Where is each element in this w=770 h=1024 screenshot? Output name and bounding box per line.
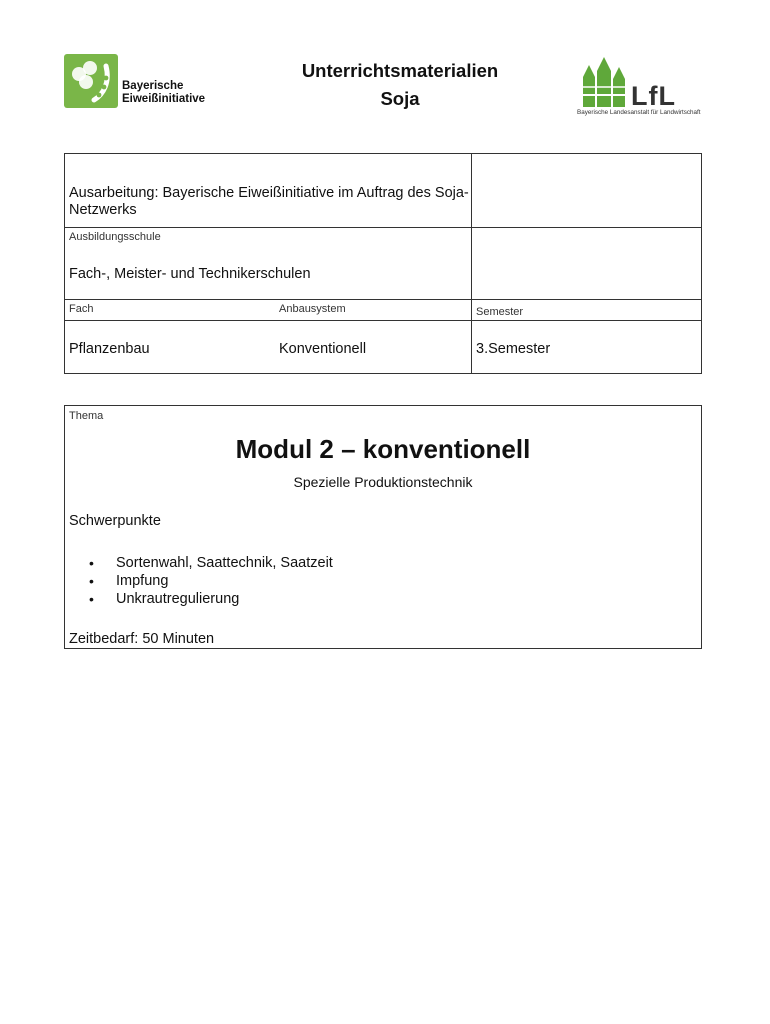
schwerpunkte-label: Schwerpunkte	[69, 513, 161, 529]
fach-label: Fach	[69, 303, 94, 315]
zeitbedarf-text: Zeitbedarf: 50 Minuten	[69, 631, 215, 647]
ausbildungsschule-value: Fach-, Meister- und Technikerschulen	[69, 266, 311, 282]
schwerpunkte-list	[89, 554, 333, 608]
document-title	[250, 57, 550, 113]
thema-box	[64, 405, 702, 649]
title-line2: Soja	[380, 88, 420, 109]
ausarbeitung-text: Ausarbeitung: Bayerische Eiweißinitiative im Auftrag des Soja-Netzwerks	[69, 185, 469, 218]
module-title: Modul 2 – konventionell	[235, 434, 531, 464]
fach-value: Pflanzenbau	[69, 341, 150, 357]
logo-text-line1: Bayerische	[122, 80, 184, 92]
info-table	[64, 153, 702, 374]
anbausystem-label: Anbausystem	[279, 303, 346, 315]
bayerische-eiweissinitiative-logo	[64, 54, 224, 110]
ausbildungsschule-label: Ausbildungsschule	[69, 231, 161, 243]
thema-label: Thema	[69, 410, 104, 422]
lfl-logo	[575, 57, 715, 121]
semester-label: Semester	[476, 306, 524, 318]
module-subtitle: Spezielle Produktionstechnik	[293, 474, 473, 490]
lfl-subtitle: Bayerische Landesanstalt für Landwirtschaft	[577, 109, 701, 116]
title-line1: Unterrichtsmaterialien	[301, 60, 499, 81]
list-item: • Impfung	[89, 572, 333, 590]
logo-text-line2: Eiweißinitiative	[122, 93, 206, 105]
list-item: • Unkrautregulierung	[89, 590, 333, 608]
lfl-abbreviation: LfL	[631, 81, 676, 111]
soybean-logo-icon	[64, 54, 118, 108]
anbausystem-value: Konventionell	[279, 341, 367, 357]
semester-value: 3.Semester	[476, 341, 551, 357]
lfl-tree-icon	[575, 57, 629, 109]
list-item: • Sortenwahl, Saattechnik, Saatzeit	[89, 554, 333, 572]
